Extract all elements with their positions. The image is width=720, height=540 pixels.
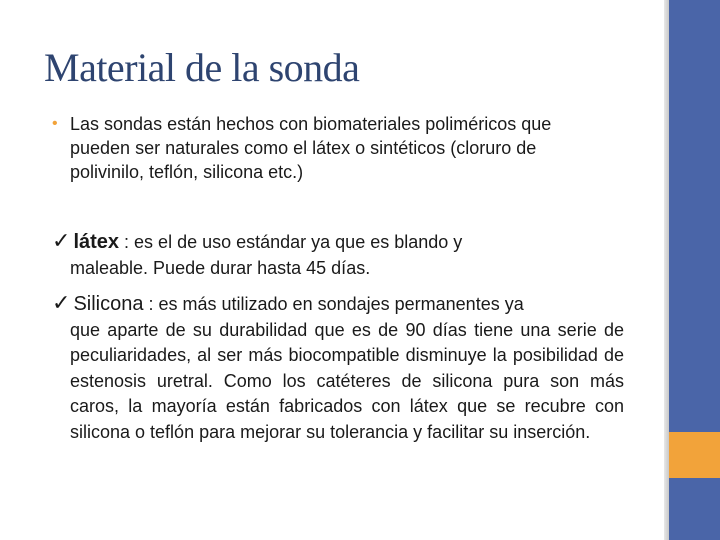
bullet-dot-icon: • [52, 115, 58, 132]
checkmark-icon: ✓ [52, 290, 71, 315]
check-item-silicona [52, 290, 624, 445]
check-item-latex [52, 228, 624, 281]
term-silicona: Silicona [73, 293, 144, 315]
checkmark-icon: ✓ [52, 228, 71, 253]
item-silicona-first-line: es más utilizado en sondajes permanentes ya [158, 294, 524, 314]
side-bar-accent [669, 432, 720, 478]
term-latex: látex [73, 231, 120, 253]
term-separator: : [143, 294, 159, 314]
item-latex-continuation: maleable. Puede durar hasta 45 días. [70, 257, 371, 278]
item-latex-first-line: es el de uso estándar ya que es blando y [134, 232, 463, 252]
slide-title: Material de la sonda [44, 45, 360, 90]
term-separator: : [119, 232, 135, 252]
item-silicona-continuation: que aparte de su durabilidad que es de 90 días tiene una serie de peculiaridades, al ser más biocompatible disminuye la posibilidad de estenosis uretral. Como los catéteres de silicona pura son más caros, la mayoría están fabricados con látex que se recubre con silicona o teflón para mejorar su tolerancia y facilitar su inserción. [70, 319, 624, 442]
bullet-text: Las sondas están hechos con biomateriales poliméricos que pueden ser naturales como el látex o sintéticos (cloruro de polivinilo, teflón, silicona etc.) [70, 114, 552, 182]
bullet-paragraph [52, 110, 612, 184]
